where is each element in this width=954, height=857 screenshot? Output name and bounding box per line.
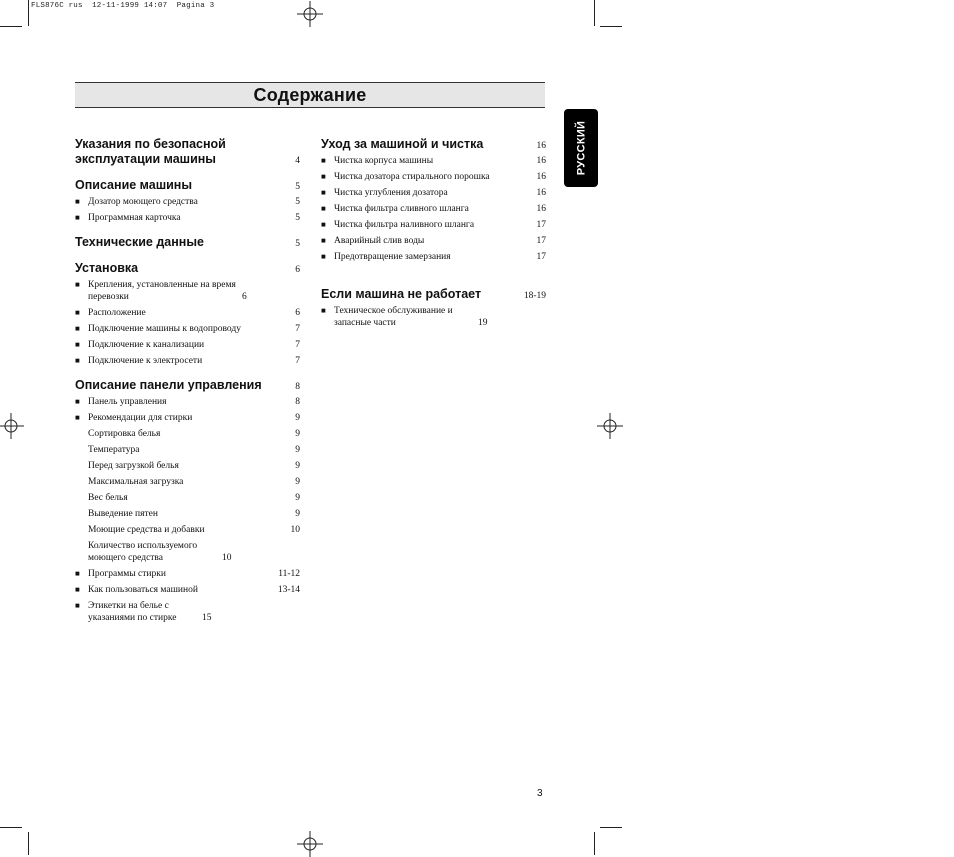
toc-page: 9 [295, 509, 300, 519]
toc-item-label: Программная карточка [88, 213, 181, 223]
bullet-icon: ■ [321, 236, 326, 245]
crop-mark [0, 827, 22, 828]
toc-section [75, 235, 300, 250]
language-tab [564, 109, 598, 187]
toc-page: 5 [295, 213, 300, 223]
crop-mark [594, 832, 595, 855]
toc-item [321, 155, 546, 167]
toc-page: 17 [536, 252, 546, 262]
toc-page: 16 [536, 172, 546, 182]
toc-page: 9 [295, 493, 300, 503]
crop-mark [600, 26, 622, 27]
toc-item [75, 540, 300, 564]
bullet-icon: ■ [321, 204, 326, 213]
toc-page: 7 [295, 324, 300, 334]
toc-item [321, 187, 546, 199]
toc-page: 10 [222, 553, 232, 563]
toc-item-label: Подключение к электросети [88, 356, 203, 366]
crop-mark [28, 832, 29, 855]
toc-item [75, 508, 300, 520]
toc-item-label: Чистка дозатора стирального порошка [334, 172, 490, 182]
crop-mark [594, 0, 595, 26]
registration-mark-icon [297, 831, 323, 857]
toc-page: 9 [295, 477, 300, 487]
toc-section [321, 137, 546, 152]
bullet-icon: ■ [321, 188, 326, 197]
toc-section [75, 178, 300, 193]
bullet-icon: ■ [75, 280, 80, 289]
page-title: Содержание [253, 84, 367, 105]
toc-page: 9 [295, 461, 300, 471]
toc-page: 6 [242, 292, 247, 302]
toc-item [321, 251, 546, 263]
toc-section [75, 378, 300, 393]
toc-page: 13-14 [277, 585, 300, 595]
registration-mark-icon [297, 1, 323, 27]
crop-mark [28, 0, 29, 26]
toc-item [75, 307, 300, 319]
toc-section-title: Описание панели управления [75, 378, 262, 392]
toc-item [75, 600, 300, 624]
bullet-icon: ■ [321, 172, 326, 181]
toc-item-label: Перед загрузкой белья [88, 461, 179, 471]
toc-page: 19 [478, 318, 488, 328]
toc-section [75, 261, 300, 276]
toc-item-label: Как пользоваться машиной [88, 585, 198, 595]
toc-item [321, 171, 546, 183]
bullet-icon: ■ [75, 324, 80, 333]
toc-page: 16 [536, 156, 546, 166]
registration-mark-icon [0, 413, 26, 439]
toc-left-column [75, 137, 300, 624]
bullet-icon: ■ [321, 156, 326, 165]
toc-item-label: Программы стирки [88, 569, 166, 579]
toc-item [75, 412, 300, 424]
toc-section [75, 137, 300, 167]
toc-item-label: Сортировка белья [88, 429, 161, 439]
toc-item [75, 492, 300, 504]
toc-page: 9 [295, 445, 300, 455]
toc-item-label: Аварийный слив воды [334, 236, 425, 246]
toc-item [321, 235, 546, 247]
toc-item-label: Чистка корпуса машины [334, 156, 434, 166]
toc-page: 7 [295, 356, 300, 366]
toc-page: 5 [295, 239, 300, 249]
bullet-icon: ■ [75, 213, 80, 222]
toc-item-label: Дозатор моющего средства [88, 197, 198, 207]
toc-item [75, 323, 300, 335]
toc-item [75, 524, 300, 536]
toc-page: 8 [295, 397, 300, 407]
toc-item [75, 212, 300, 224]
toc-item-label: Подключение машины к водопроводу [88, 324, 241, 334]
toc-item [75, 460, 300, 472]
toc-page: 8 [295, 382, 300, 392]
toc-item [75, 584, 300, 596]
toc-section-title: Уход за машиной и чистка [321, 137, 484, 151]
toc-section-title: Указания по безопасной эксплуатации машины [75, 137, 226, 166]
toc-page: 17 [536, 220, 546, 230]
crop-mark [600, 827, 622, 828]
toc-section-title: Установка [75, 261, 139, 275]
toc-page: 10 [290, 525, 300, 535]
toc-page: 6 [295, 308, 300, 318]
toc-page: 9 [295, 429, 300, 439]
toc-item-label: Температура [88, 445, 140, 455]
toc-page: 5 [295, 197, 300, 207]
toc-page: 4 [295, 156, 300, 166]
toc-item-label: Моющие средства и добавки [88, 525, 205, 535]
toc-page: 16 [536, 204, 546, 214]
toc-right-column [321, 137, 546, 329]
toc-page: 18-19 [523, 291, 546, 301]
bullet-icon: ■ [321, 220, 326, 229]
toc-page: 16 [536, 141, 546, 151]
toc-item-label: Панель управления [88, 397, 167, 407]
toc-section [321, 287, 546, 302]
toc-item [321, 219, 546, 231]
toc-item [321, 305, 546, 329]
toc-item [75, 476, 300, 488]
toc-section-title: Если машина не работает [321, 287, 482, 301]
toc-item [75, 568, 300, 580]
toc-item [75, 428, 300, 440]
toc-item-label: Техническое обслуживание и запасные части [334, 306, 453, 328]
toc-page: 16 [536, 188, 546, 198]
bullet-icon: ■ [75, 197, 80, 206]
toc-item-label: Выведение пятен [88, 509, 158, 519]
bullet-icon: ■ [75, 413, 80, 422]
toc-item-label: Рекомендации для стирки [88, 413, 193, 423]
language-tab-label: РУССКИЙ [575, 120, 587, 176]
toc-section-title: Описание машины [75, 178, 193, 192]
bullet-icon: ■ [75, 601, 80, 610]
toc-item [75, 196, 300, 208]
bullet-icon: ■ [75, 340, 80, 349]
registration-mark-icon [597, 413, 623, 439]
bullet-icon: ■ [75, 569, 80, 578]
toc-page: 9 [295, 413, 300, 423]
toc-item [75, 396, 300, 408]
bullet-icon: ■ [321, 306, 326, 315]
toc-page: 15 [202, 613, 212, 623]
bullet-icon: ■ [75, 585, 80, 594]
toc-item [75, 444, 300, 456]
title-bar [75, 82, 545, 108]
bullet-icon: ■ [75, 308, 80, 317]
toc-item-label: Вес белья [88, 493, 128, 503]
toc-page: 5 [295, 182, 300, 192]
crop-mark [0, 26, 22, 27]
bullet-icon: ■ [75, 397, 80, 406]
toc-item-label: Количество используемого моющего средства [88, 541, 198, 563]
toc-item-label: Крепления, установленные на время перевозки [88, 280, 236, 302]
toc-item-label: Максимальная загрузка [88, 477, 184, 487]
page-number: 3 [537, 788, 543, 799]
toc-page: 11-12 [278, 569, 300, 579]
toc-section-title: Технические данные [75, 235, 204, 249]
toc-item [321, 203, 546, 215]
toc-item-label: Чистка углубления дозатора [334, 188, 448, 198]
print-header: FLS876C rus 12-11-1999 14:07 Pagina 3 [31, 2, 215, 10]
toc-item [75, 339, 300, 351]
toc-page: 17 [536, 236, 546, 246]
toc-page: 7 [295, 340, 300, 350]
toc-item-label: Подключение к канализации [88, 340, 205, 350]
toc-item [75, 355, 300, 367]
toc-item-label: Этикетки на белье с указаниями по стирке [88, 601, 177, 623]
toc-item-label: Чистка фильтра наливного шланга [334, 220, 475, 230]
bullet-icon: ■ [321, 252, 326, 261]
toc-item-label: Расположение [88, 308, 146, 318]
toc-page: 6 [295, 265, 300, 275]
toc-item-label: Чистка фильтра сливного шланга [334, 204, 469, 214]
toc-item-label: Предотвращение замерзания [334, 252, 451, 262]
toc-item [75, 279, 300, 303]
bullet-icon: ■ [75, 356, 80, 365]
